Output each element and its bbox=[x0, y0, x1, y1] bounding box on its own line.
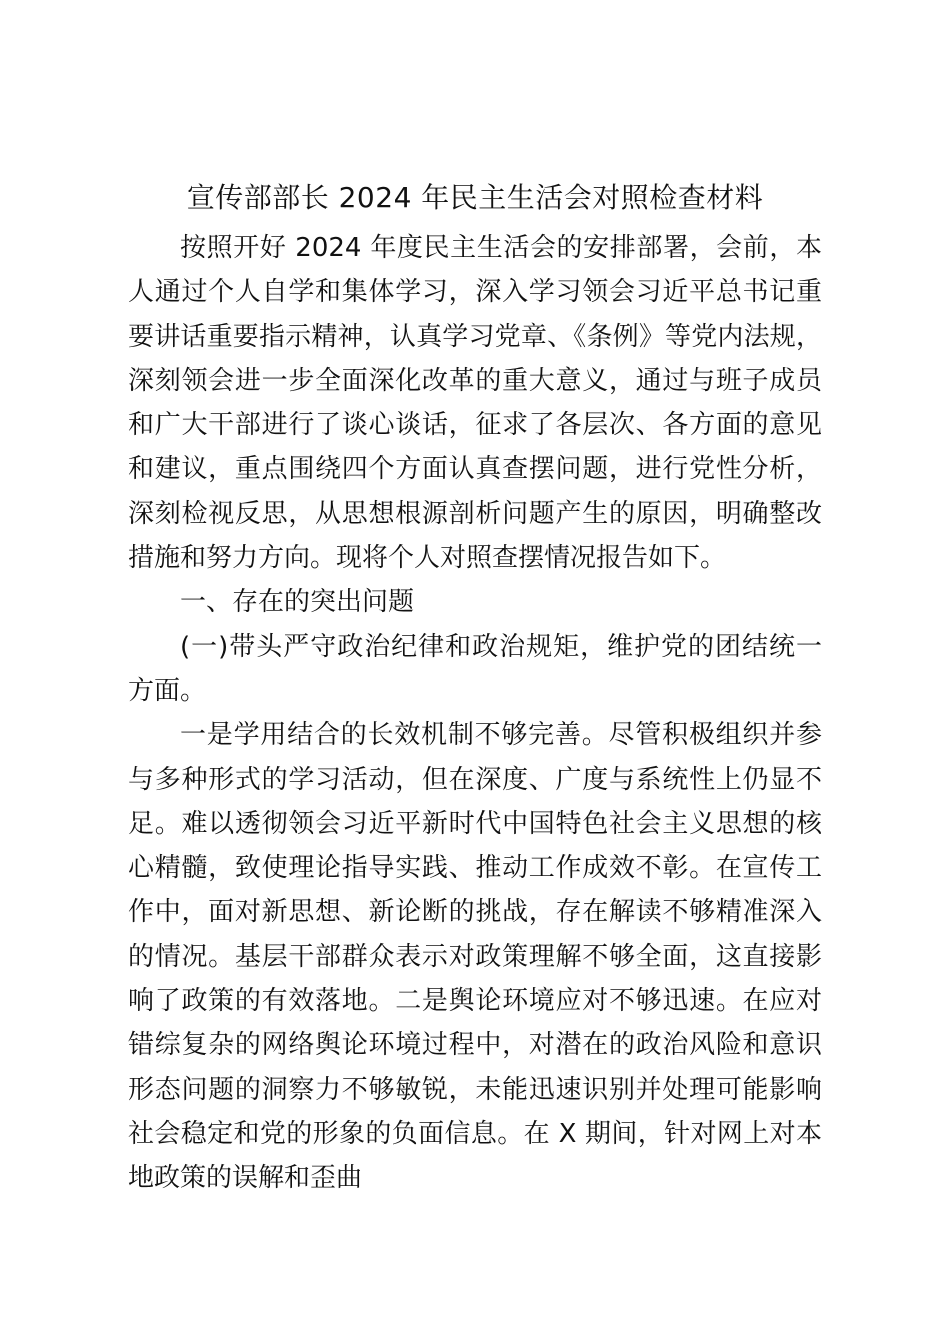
section-heading: 一、存在的突出问题 bbox=[180, 587, 415, 618]
subsection-heading: (一)带头严守政治纪律和政治规矩，维护党的团结统一方面。 bbox=[128, 631, 822, 706]
document-title: 宣传部部长 2024 年民主生活会对照检查材料 bbox=[186, 181, 764, 214]
document-body bbox=[128, 226, 822, 1201]
intro-paragraph: 按照开好 2024 年度民主生活会的安排部署，会前，本人通过个人自学和集体学习，深入学习领会习近平总书记重要讲话重要指示精神，认真学习党章、《条例》等党内法规，深刻领会进一步全面深化改革的重大意义，通过与班子成员和广大干部进行了谈心谈话，征求了各层次、各方面的意见和建议，重点围绕四个方面认真查摆问题，进行党性分析，深刻检视反思，从思想根源剖析问题产生的原因，明确整改措施和努力方向。现将个人对照查摆情况报告如下。 bbox=[128, 233, 822, 574]
body-paragraph: 一是学用结合的长效机制不够完善。尽管积极组织并参与多种形式的学习活动，但在深度、广度与系统性上仍显不足。难以透彻领会习近平新时代中国特色社会主义思想的核心精髓，致使理论指导实践、推动工作成效不彰。在宣传工作中，面对新思想、新论断的挑战，存在解读不够精准深入的情况。基层干部群众表示对政策理解不够全面，这直接影响了政策的有效落地。二是舆论环境应对不够迅速。在应对错综复杂的网络舆论环境过程中，对潜在的政治风险和意识形态问题的洞察力不够敏锐，未能迅速识别并处理可能影响社会稳定和党的形象的负面信息。在 X 期间，针对网上对本地政策的误解和歪曲 bbox=[128, 720, 822, 1194]
